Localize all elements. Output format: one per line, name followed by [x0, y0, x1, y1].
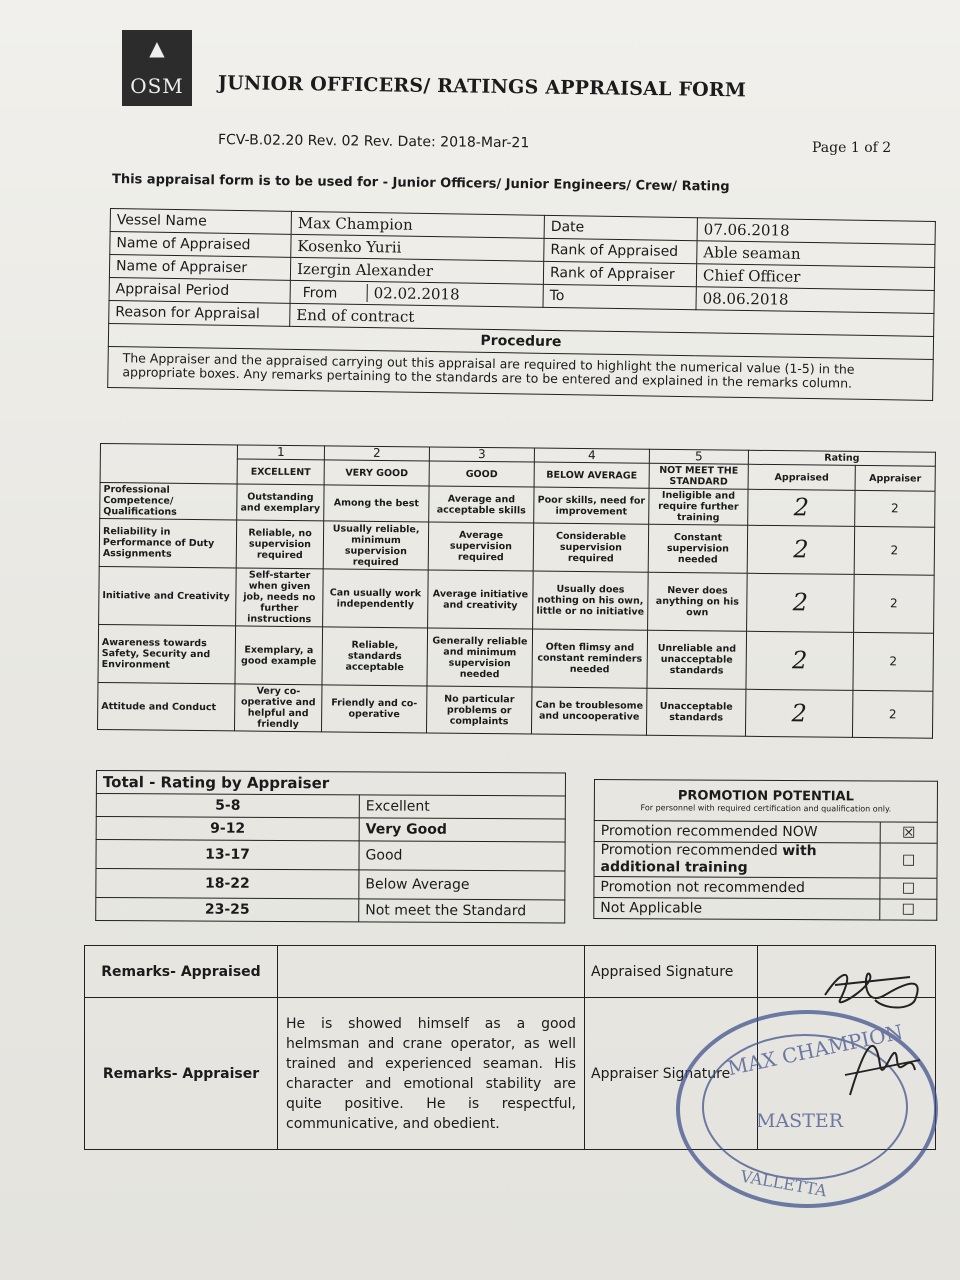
criterion-descriptor: Usually reliable, minimum supervision required	[323, 521, 428, 570]
procedure-heading: Procedure	[108, 323, 933, 359]
total-rating-row	[96, 794, 565, 819]
appraiser-signature-label: Appraiser Signature	[585, 998, 758, 1150]
criteria-corner	[100, 444, 237, 484]
total-rating-row	[96, 869, 565, 900]
appraised-score: 2	[747, 525, 854, 574]
usage-statement: This appraisal form is to be used for - Junior Officers/ Junior Engineers/ Crew/ Rating	[111, 172, 730, 195]
rank-appraiser-value: Chief Officer	[696, 264, 934, 291]
checkbox-icon[interactable]: ☐	[880, 878, 937, 899]
score-band: Very Good	[359, 818, 565, 842]
remarks-appraised-label: Remarks- Appraised	[85, 946, 278, 998]
stamp-port-text: VALLETTA	[739, 1166, 829, 1201]
criterion-descriptor: Unreliable and unacceptable standards	[647, 630, 747, 689]
rating-row	[99, 519, 934, 576]
stamp-vessel-text: MAX CHAMPION	[725, 1019, 905, 1081]
appraised-score: 2	[747, 573, 855, 632]
appraiser-column-header: Appraiser	[855, 465, 935, 491]
level-name: BELOW AVERAGE	[534, 462, 649, 488]
appraised-signature-label: Appraised Signature	[585, 946, 758, 998]
total-rating-row	[96, 898, 565, 923]
criterion-label: Professional Competence/ Qualifications	[100, 483, 237, 520]
level-name: EXCELLENT	[237, 459, 324, 485]
remarks-appraiser-text: He is showed himself as a good helmsman and crane operator, as well trained and experienced seaman. His character and emotional stability are quite positive. He is respectful, communicative, and obedient.	[278, 998, 585, 1150]
score-band: Good	[359, 841, 565, 871]
rank-appraised-value: Able seaman	[697, 241, 935, 268]
vessel-name-label: Vessel Name	[110, 209, 291, 235]
rating-row	[99, 566, 935, 633]
reason-value: End of contract	[290, 303, 934, 336]
criterion-descriptor: No particular problems or complaints	[426, 686, 531, 734]
appraisal-period-label: Appraisal Period	[109, 277, 290, 303]
criterion-descriptor: Exemplary, a good example	[235, 626, 323, 685]
procedure-text: The Appraiser and the appraised carrying out this appraisal are required to highlight the numerical value (1-5) in the appropriate boxes. Any remarks pertaining to the standards are to be entered and explained in the remarks column.	[108, 346, 934, 400]
date-label: Date	[544, 215, 697, 240]
promotion-option-label: Promotion recommended NOW	[594, 821, 880, 843]
appraised-name-value: Kosenko Yurii	[291, 234, 544, 261]
appraiser-score: 2	[854, 526, 934, 575]
appraiser-score: 2	[855, 490, 935, 527]
promotion-subheading: For personnel with required certification and qualification only.	[640, 803, 892, 814]
criterion-descriptor: Reliable, no supervision required	[236, 520, 323, 569]
checkbox-icon[interactable]: ☐	[880, 899, 937, 920]
criterion-descriptor: Generally reliable and minimum supervision needed	[427, 628, 533, 687]
rank-appraised-label: Rank of Appraised	[544, 238, 697, 263]
total-rating-table	[95, 770, 566, 923]
appraiser-name-label: Name of Appraiser	[109, 255, 290, 281]
stamp-rank-text: MASTER	[756, 1110, 844, 1132]
level-number: 1	[237, 445, 324, 460]
criterion-descriptor: Poor skills, need for improvement	[534, 487, 649, 524]
rating-heading: Rating	[748, 450, 935, 466]
rating-row	[98, 624, 934, 691]
document-reference: FCV-B.02.20 Rev. 02 Rev. Date: 2018-Mar-21	[217, 132, 530, 152]
promotion-option-label: Not Applicable	[594, 898, 880, 920]
appraised-score: 2	[745, 689, 852, 737]
appraiser-score: 2	[854, 574, 935, 633]
criterion-descriptor: Can usually work independently	[323, 569, 429, 628]
criterion-descriptor: Self-starter when given job, needs no further instructions	[236, 568, 324, 627]
promotion-potential-table	[593, 779, 938, 921]
appraised-name-label: Name of Appraised	[110, 232, 291, 258]
appraiser-name-value: Izergin Alexander	[290, 257, 543, 284]
criterion-descriptor: Considerable supervision required	[533, 523, 648, 572]
criterion-label: Attitude and Conduct	[97, 682, 234, 730]
criterion-descriptor: Unacceptable standards	[646, 688, 745, 736]
score-range: 5-8	[96, 794, 359, 818]
remarks-appraiser-label: Remarks- Appraiser	[85, 998, 278, 1150]
promotion-option	[594, 877, 937, 900]
details-table	[107, 208, 936, 401]
level-number: 2	[324, 446, 429, 461]
appraiser-signature-scribble	[835, 1025, 925, 1105]
page-number: Page 1 of 2	[812, 140, 892, 156]
level-name: GOOD	[429, 461, 534, 487]
promotion-option	[594, 898, 937, 921]
criterion-descriptor: Reliable, standards acceptable	[322, 627, 428, 686]
score-band: Excellent	[359, 795, 565, 819]
criterion-descriptor: Can be troublesome and uncooperative	[531, 687, 646, 735]
form-title: JUNIOR OFFICERS/ RATINGS APPRAISAL FORM	[217, 72, 747, 102]
checkbox-icon[interactable]: ☐	[880, 843, 937, 878]
appraiser-score: 2	[853, 632, 934, 691]
promotion-option-label: Promotion not recommended	[594, 877, 880, 899]
criterion-descriptor: Average supervision required	[428, 522, 533, 571]
promotion-option-label	[594, 842, 880, 878]
score-band: Not meet the Standard	[359, 899, 565, 923]
vessel-name-value: Max Champion	[291, 211, 544, 238]
from-label: From	[302, 285, 338, 302]
total-rating-row	[96, 840, 565, 871]
criterion-descriptor: Ineligible and require further training	[649, 488, 748, 525]
total-rating-heading: Total - Rating by Appraiser	[96, 771, 565, 796]
score-band: Below Average	[359, 870, 565, 900]
promotion-heading-cell	[594, 780, 937, 823]
promotion-option-emphasis: with additional training	[600, 842, 817, 876]
criterion-descriptor: Never does anything on his own	[648, 572, 748, 631]
level-name: VERY GOOD	[324, 460, 429, 486]
reason-label: Reason for Appraisal	[109, 300, 290, 326]
compass-mark-icon: ▲	[149, 36, 165, 60]
appraised-signature-scribble	[815, 955, 935, 1025]
remarks-appraised-value	[278, 946, 585, 998]
score-range: 13-17	[96, 840, 359, 870]
criterion-descriptor: Outstanding and exemplary	[237, 484, 324, 521]
appraised-score: 2	[748, 489, 855, 526]
appraised-column-header: Appraised	[748, 464, 855, 490]
total-rating-row	[96, 817, 565, 842]
criterion-label: Reliability in Performance of Duty Assignments	[99, 519, 236, 568]
criterion-descriptor: Very co-operative and helpful and friendly	[234, 684, 321, 732]
level-name: NOT MEET THE STANDARD	[649, 463, 748, 489]
logo-text: OSM	[130, 74, 184, 98]
to-label: To	[543, 284, 696, 309]
rating-grid	[97, 443, 936, 739]
rating-row	[97, 682, 932, 738]
criterion-descriptor: Constant supervision needed	[648, 524, 747, 573]
criterion-descriptor: Often flimsy and constant reminders needed	[532, 629, 648, 688]
promotion-option	[594, 821, 937, 844]
criterion-descriptor: Friendly and co-operative	[321, 685, 426, 733]
company-logo	[122, 30, 192, 106]
score-range: 23-25	[96, 898, 359, 922]
promotion-option	[594, 842, 937, 879]
criterion-descriptor: Average and acceptable skills	[429, 486, 534, 523]
criterion-descriptor: Usually does nothing on his own, little or no initiative	[533, 571, 649, 630]
checkbox-checked-icon[interactable]: ☒	[880, 822, 937, 843]
criterion-descriptor: Average initiative and creativity	[428, 570, 534, 629]
level-number: 3	[429, 447, 534, 462]
criterion-label: Awareness towards Safety, Security and Environment	[98, 624, 236, 683]
from-value: 02.02.2018	[367, 284, 460, 303]
date-value: 07.06.2018	[697, 218, 935, 245]
appraiser-score: 2	[852, 690, 932, 738]
score-range: 18-22	[96, 869, 359, 899]
promotion-heading: PROMOTION POTENTIAL	[677, 788, 854, 805]
to-value: 08.06.2018	[696, 287, 934, 314]
criterion-label: Initiative and Creativity	[99, 566, 237, 625]
appraised-score: 2	[746, 631, 854, 690]
score-range: 9-12	[96, 817, 359, 841]
promotion-option-text: Promotion recommended	[600, 842, 783, 859]
rank-appraiser-label: Rank of Appraiser	[543, 261, 696, 286]
criterion-descriptor: Among the best	[324, 485, 429, 522]
level-number: 5	[649, 449, 748, 464]
level-number: 4	[534, 448, 649, 463]
